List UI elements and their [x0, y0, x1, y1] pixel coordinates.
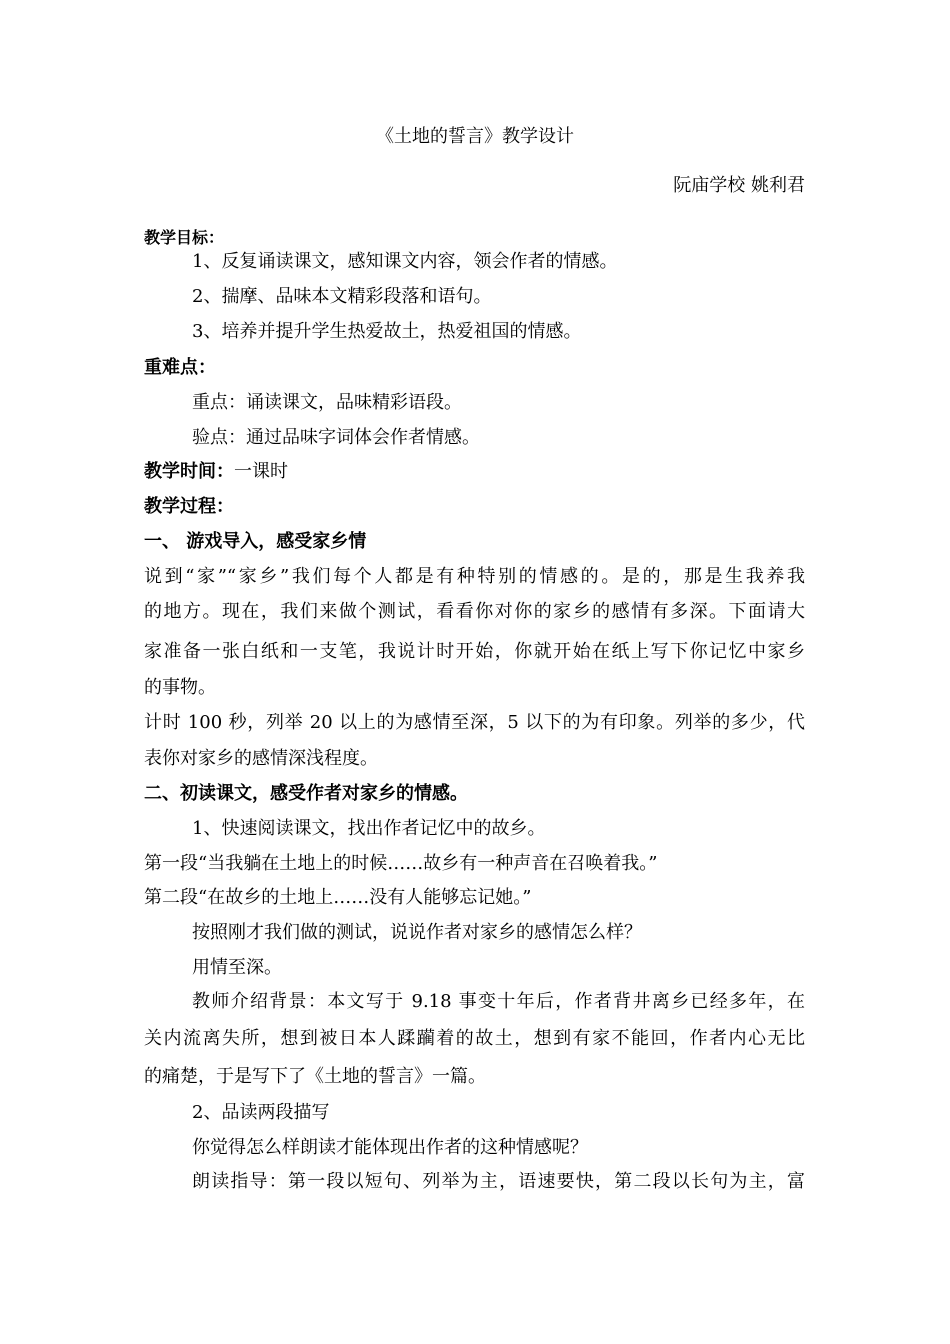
document-title: 《土地的誓言》教学设计: [376, 126, 574, 147]
section2-step1: 1、快速阅读课文，找出作者记忆中的故乡。: [192, 818, 546, 839]
background-line: 的痛楚，于是写下了《土地的誓言》一篇。: [144, 1066, 486, 1087]
key-point-difficulty: 验点：通过品味字词体会作者情感。: [192, 427, 480, 448]
section2-heading: 二、初读课文，感受作者对家乡的情感。: [144, 783, 468, 804]
section2-para1: 第一段“当我躺在土地上的时候……故乡有一种声音在召唤着我。”: [144, 853, 658, 874]
section2-step2-question: 你觉得怎么样朗读才能体现出作者的这种情感呢？: [192, 1137, 588, 1158]
section2-answer: 用情至深。: [192, 957, 282, 978]
document-author: 阮庙学校 姚利君: [673, 175, 805, 196]
key-points-heading: 重难点：: [144, 357, 216, 378]
section1-line: 的事物。: [144, 677, 216, 698]
process-heading: 教学过程：: [144, 496, 234, 517]
section2-para2: 第二段“在故乡的土地上……没有人能够忘记她。”: [144, 887, 532, 908]
section1-line: 的地方。现在，我们来做个测试，看看你对你的家乡的感情有多深。下面请大: [144, 601, 805, 622]
section1-heading: 一、 游戏导入，感受家乡情: [144, 531, 367, 552]
section1-line: 说到“家”“家乡”我们每个人都是有种特别的情感的。是的，那是生我养我: [144, 566, 805, 587]
teaching-time-value: 一课时: [234, 461, 288, 482]
section1-line: 表你对家乡的感情深浅程度。: [144, 748, 378, 769]
section1-line: 计时 100 秒，列举 20 以上的为感情至深，5 以下的为有印象。列举的多少，代: [144, 712, 805, 733]
key-point-focus: 重点：诵读课文，品味精彩语段。: [192, 392, 462, 413]
teaching-time: [144, 460, 288, 484]
objective-item: 3、培养并提升学生热爱故土，热爱祖国的情感。: [192, 321, 582, 342]
background-line: 关内流离失所，想到被日本人蹂躏着的故土，想到有家不能回，作者内心无比: [144, 1028, 805, 1049]
section1-line: 家准备一张白纸和一支笔，我说计时开始，你就开始在纸上写下你记忆中家乡: [144, 641, 805, 662]
objective-item: 1、反复诵读课文，感知课文内容，领会作者的情感。: [192, 251, 618, 272]
reading-guide: 朗读指导：第一段以短句、列举为主，语速要快，第二段以长句为主，富: [192, 1171, 805, 1192]
section2-question: 按照刚才我们做的测试，说说作者对家乡的感情怎么样？: [192, 922, 642, 943]
section2-step2: 2、品读两段描写: [192, 1102, 330, 1123]
background-line: 教师介绍背景：本文写于 9.18 事变十年后，作者背井离乡已经多年，在: [192, 991, 805, 1012]
teaching-time-label: 教学时间：: [144, 461, 234, 482]
objectives-heading: 教学目标：: [144, 228, 225, 247]
objective-item: 2、揣摩、品味本文精彩段落和语句。: [192, 286, 492, 307]
